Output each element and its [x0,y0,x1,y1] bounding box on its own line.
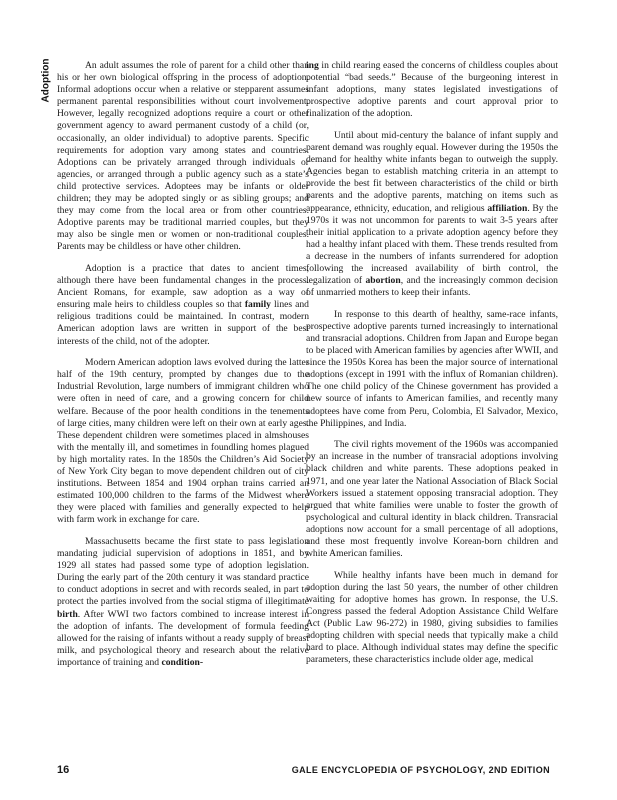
paragraph: An adult assumes the role of parent for a child other than his or her own biological offspring in the process of adoption. Informal adoptions occur when a relative or stepparent assumes permanent parental responsibilities without court involvement. However, legally recognized adoptions require a court or other government agency to award permanent custody of a child (or, occasionally, an older individual) to adoptive parents. Specific requirements for adoption vary among states and countries. Adoptions can be privately arranged through individuals or agencies, or arranged through a public agency such as a state’s child protective services. Adoptees may be infants or older children; they may be adopted singly or as sibling groups; and they may come from the local area or from other countries. Adoptive parents may be traditional married couples, but they may also be single men or women or non-traditional couples. Parents may be childless or have other children. [57,60,309,253]
paragraph: Modern American adoption laws evolved during the latter half of the 19th century, prompted by changes due to the Industrial Revolution, large numbers of immigrant children who were often in need of care, and a growing concern for child welfare. Because of the poor health conditions in the tenements of large cities, many children were left on their own at early ages. These dependent children were sometimes placed in almshouses with the mentally ill, and sometimes in foundling homes plagued by high mortality rates. In the 1850s the Children’s Aid Society of New York City began to move dependent children out of city institutions. Between 1854 and 1904 orphan trains carried an estimated 100,000 children to the farms of the Midwest where they were placed with families and generally expected to help with farm work in exchange for care. [57,357,309,526]
page-number: 16 [57,764,70,776]
glossary-term: condition- [161,656,204,668]
paragraph: Adoption is a practice that dates to ancient times, although there have been fundamental changes in the process. Ancient Romans, for example, saw adoption as a way of ensuring male heirs to childless couples so that family lines and religious traditions could be maintained. In contrast, modern American adoption laws are written in support of the best interests of the child, not of the adopter. [57,263,309,347]
paragraph: ing in child rearing eased the concerns of childless couples about potential “bad seeds.” Because of the burgeoning interest in infant adoptions, many states legislated investigations of prospective adoptive parents and court approval prior to finalization of the adoption. [306,60,558,120]
left-column [57,60,309,679]
glossary-term: affiliation [487,202,528,214]
glossary-term: abortion [365,275,401,287]
section-tab [39,58,53,102]
paragraph: While healthy infants have been much in demand for adoption during the last 50 years, the number of other children waiting for adoptive homes has grown. In response, the U.S. Congress passed the federal Adoption Assistance Child Welfare Act (Public Law 96-272) in 1980, giving subsidies to families adopting children with special needs that typically make a child hard to place. Although individual states may define the specific parameters, these characteristics include older age, medical [306,569,558,666]
paragraph: In response to this dearth of healthy, same-race infants, prospective adoptive parents turned increasingly to international and transracial adoptions. Children from Japan and Europe began to be placed with American families by agencies after WWII, and since the 1950s Korea has been the major source of international adoptions (except in 1991 with the influx of Romanian children). The one child policy of the Chinese government has provided a new source of infants to American families, and recently many adoptees have come from Peru, Colombia, El Salvador, Mexico, the Philippines, and India. [306,308,558,429]
page-footer [57,763,550,777]
paragraph: The civil rights movement of the 1960s was accompanied by an increase in the number of transracial adoptions involving black children and white parents. These adoptions peaked in 1971, and one year later the National Association of Black Social Workers issued a statement opposing transracial adoption. They argued that white families were unable to foster the growth of psychological and cultural identity in black children. Transracial adoptions now account for a small percentage of all adoptions, and these most frequently involve Korean-born children and white American families. [306,439,558,560]
glossary-term: family [244,299,271,311]
book-title: GALE ENCYCLOPEDIA OF PSYCHOLOGY, 2ND EDITION [291,765,550,775]
paragraph: Massachusetts became the first state to pass legislation mandating judicial supervision of adoptions in 1851, and by 1929 all states had passed some type of adoption legislation. During the early part of the 20th century it was standard practice to conduct adoptions in secret and with records sealed, in part to protect the parties involved from the social stigma of illegitimate birth. After WWI two factors combined to increase interest in the adoption of infants. The development of formula feeding allowed for the raising of infants without a ready supply of breast milk, and psychological theory and research about the relative importance of training and condition- [57,535,309,668]
paragraph: Until about mid-century the balance of infant supply and parent demand was roughly equal. However during the 1950s the demand for healthy white infants began to outweigh the supply. Agencies began to establish matching criteria in an attempt to provide the best fit between characteristics of the child or birth parents and the adoptive parents, matching on items such as appearance, ethnicity, education, and religious affiliation. By the 1970s it was not uncommon for parents to wait 3-5 years after their initial application to a private adoption agency before they had a healthy infant placed with them. These trends resulted from a decrease in the numbers of infants surrendered for adoption following the increased availability of birth control, the legalization of abortion, and the increasingly common decision of unmarried mothers to keep their infants. [306,129,558,299]
glossary-term: birth [57,608,78,620]
right-column [306,60,558,676]
section-tab-label: Adoption [40,58,52,102]
glossary-term: ing [306,60,319,71]
